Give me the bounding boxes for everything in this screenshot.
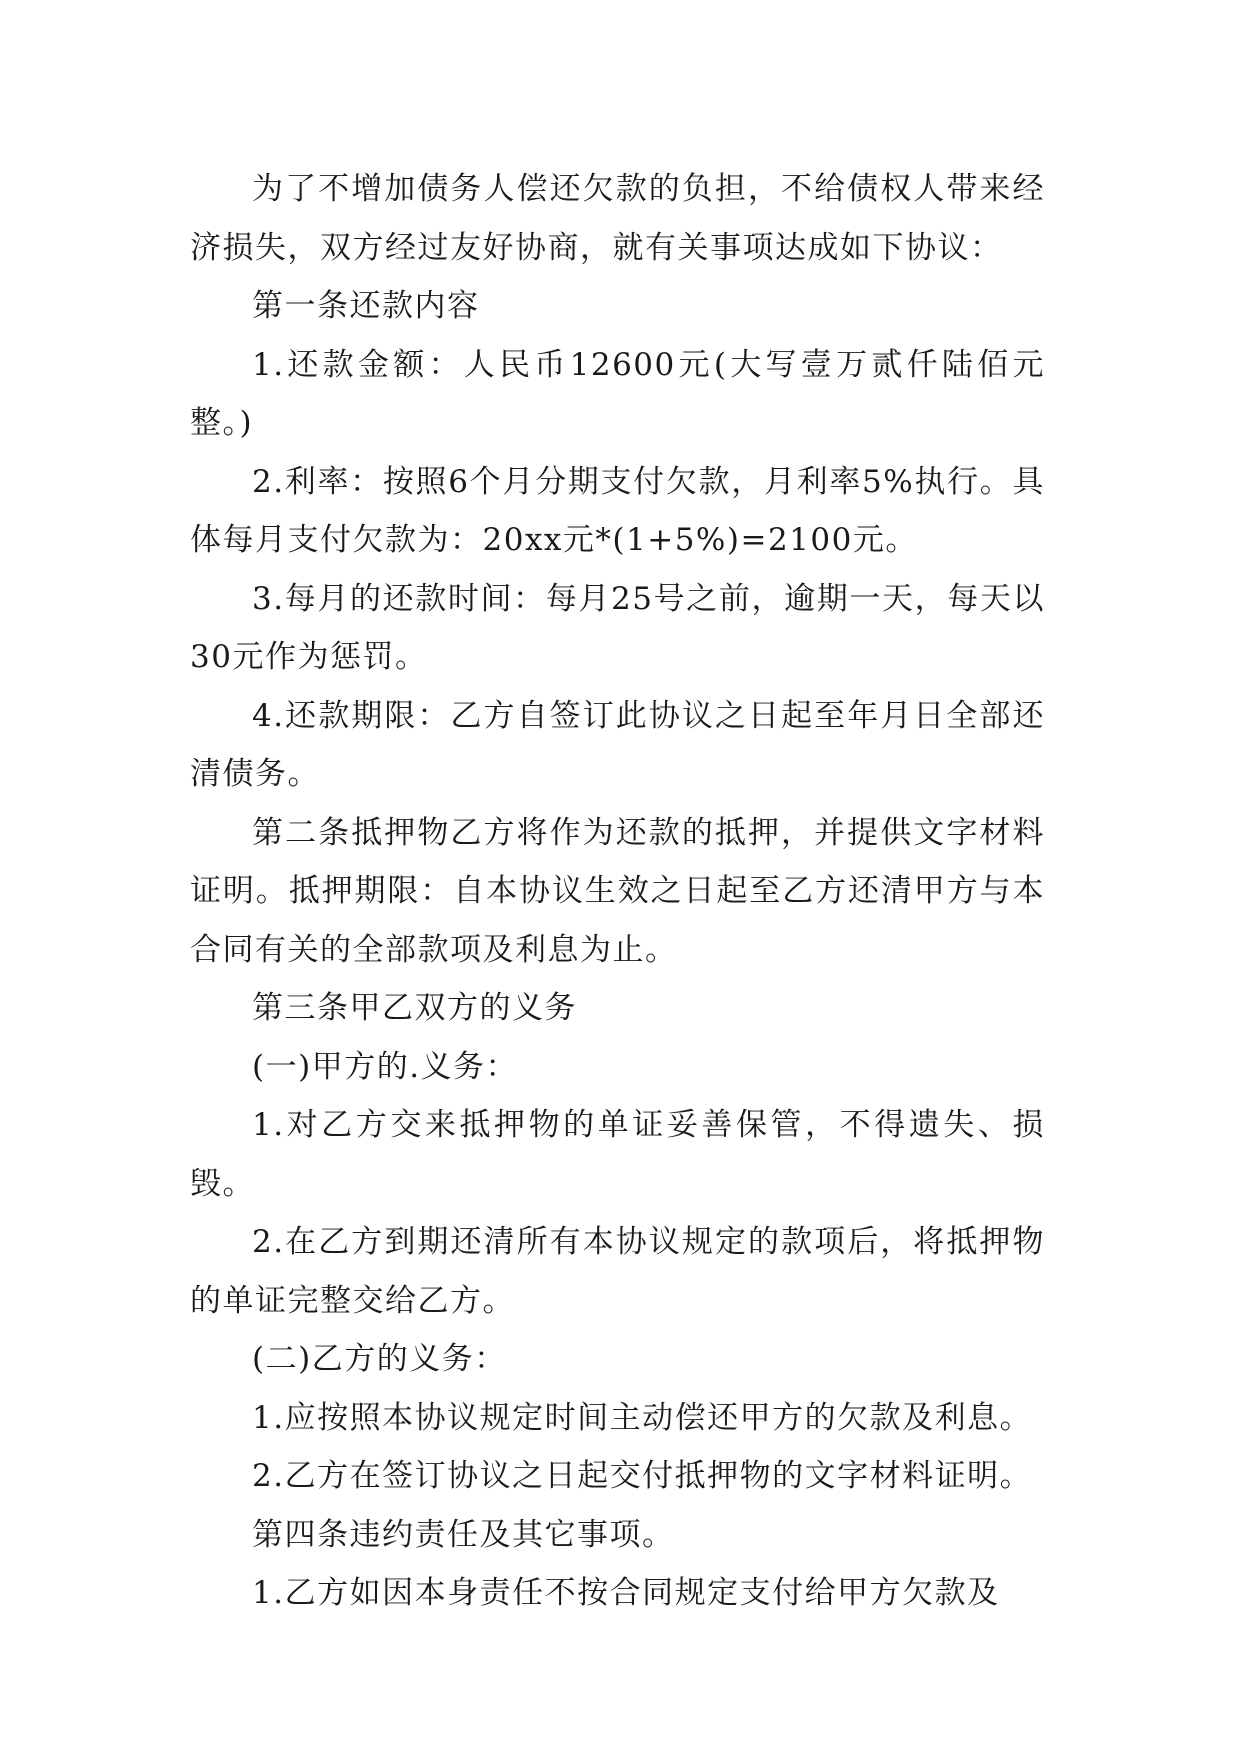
- subheading-party-b-duties: (二)乙方的义务：: [252, 1341, 507, 1377]
- heading-article-4: 第四条违约责任及其它事项。: [252, 1516, 675, 1553]
- heading-article-3: 第三条甲乙双方的义务: [252, 990, 577, 1026]
- paragraph-party-a-duty-1: 1.对乙方交来抵押物的单证妥善保管，不得遗失、损毁。: [190, 1107, 1045, 1202]
- paragraph-payment-time: 3.每月的还款时间：每月25号之前，逾期一天，每天以30元作为惩罚。: [190, 580, 1045, 675]
- paragraph-party-b-duty-1: 1.应按照本协议规定时间主动偿还甲方的欠款及利息。: [252, 1399, 1033, 1436]
- subheading-party-a-duties: (一)甲方的.义务：: [252, 1048, 519, 1085]
- paragraph-breach-1: 1.乙方如因本身责任不按合同规定支付给甲方欠款及: [252, 1575, 1000, 1611]
- paragraph-payment-term: 4.还款期限：乙方自签订此协议之日起至年月日全部还清债务。: [190, 697, 1045, 792]
- paragraph-intro: 为了不增加债务人偿还欠款的负担，不给债权人带来经济损失，双方经过友好协商，就有关事项达成如下协议：: [190, 171, 1045, 266]
- paragraph-party-b-duty-2: 2.乙方在签订协议之日起交付抵押物的文字材料证明。: [252, 1458, 1033, 1494]
- document-body: [190, 160, 1045, 1623]
- paragraph-article-2-collateral: 第二条抵押物乙方将作为还款的抵押，并提供文字材料证明。抵押期限：自本协议生效之日起至乙方还清甲方与本合同有关的全部款项及利息为止。: [190, 814, 1045, 968]
- heading-article-1: 第一条还款内容: [252, 288, 480, 324]
- paragraph-interest-rate: 2.利率：按照6个月分期支付欠款，月利率5%执行。具体每月支付欠款为：20xx元*(1+5%)=2100元。: [190, 463, 1045, 558]
- paragraph-party-a-duty-2: 2.在乙方到期还清所有本协议规定的款项后，将抵押物的单证完整交给乙方。: [190, 1224, 1045, 1319]
- paragraph-amount: 1.还款金额：人民币12600元(大写壹万贰仟陆佰元整。): [190, 346, 1045, 441]
